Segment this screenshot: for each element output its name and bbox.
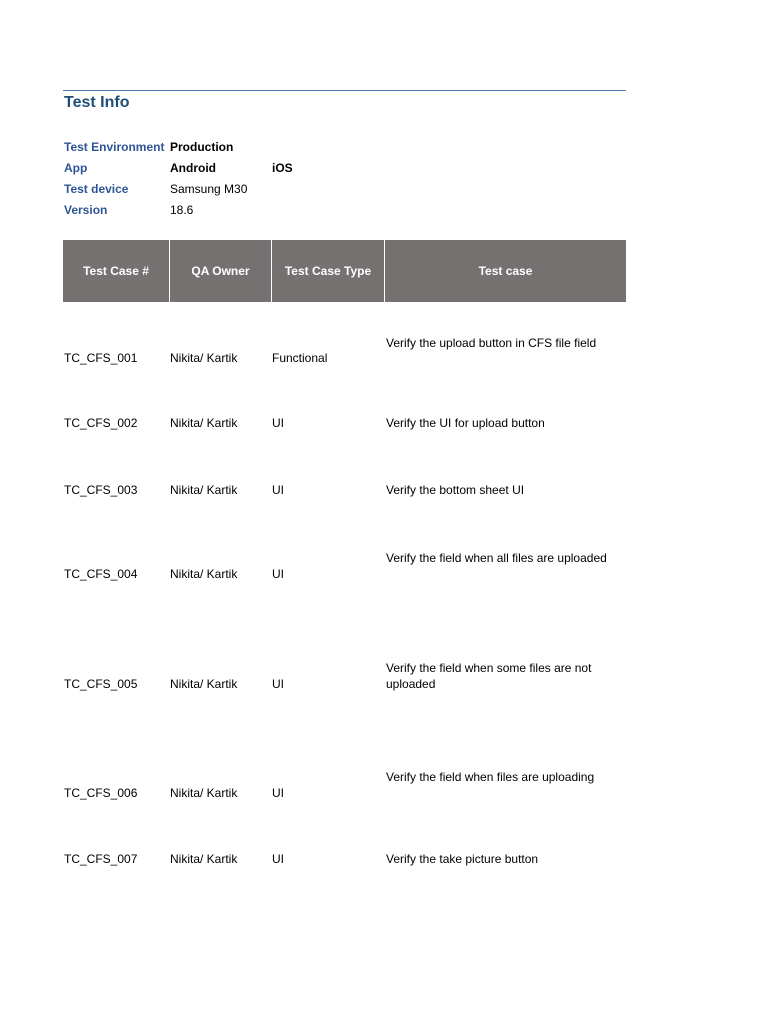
cell-test-case-id: TC_CFS_004 [64, 567, 138, 581]
cell-test-case: Verify the take picture button [386, 852, 539, 866]
cell-test-case: Verify the UI for upload button [386, 416, 545, 430]
table-row [64, 851, 626, 867]
cell-qa-owner: Nikita/ Kartik [170, 567, 238, 581]
test-info-block [64, 137, 364, 221]
cell-test-case-id: TC_CFS_003 [64, 483, 138, 497]
cell-test-case-type: UI [272, 483, 284, 497]
cell-qa-owner: Nikita/ Kartik [170, 416, 238, 430]
table-row [64, 335, 626, 367]
info-label-app: App [64, 161, 88, 175]
info-value-device: Samsung M30 [170, 182, 248, 196]
cell-test-case: Verify the upload button in CFS file field [386, 336, 597, 350]
info-value-app-extra: iOS [272, 161, 293, 175]
cell-test-case-id: TC_CFS_007 [64, 852, 138, 866]
info-row-device [64, 179, 364, 200]
table-row [64, 482, 626, 498]
info-row-app [64, 158, 364, 179]
header-test-case: Test case [478, 264, 533, 278]
cell-test-case: Verify the bottom sheet UI [386, 483, 525, 497]
cell-test-case: Verify the field when all files are uploaded [386, 551, 607, 565]
table-row [64, 415, 626, 431]
info-label-version: Version [64, 203, 108, 217]
header-test-case-id: Test Case # [83, 264, 149, 278]
info-label-device: Test device [64, 182, 129, 196]
cell-test-case-type: Functional [272, 351, 328, 365]
cell-qa-owner: Nikita/ Kartik [170, 483, 238, 497]
cell-test-case-type: UI [272, 567, 284, 581]
cell-test-case-id: TC_CFS_006 [64, 786, 138, 800]
info-value-environment: Production [170, 140, 234, 154]
cell-test-case-type: UI [272, 786, 284, 800]
cell-qa-owner: Nikita/ Kartik [170, 852, 238, 866]
cell-test-case-type: UI [272, 416, 284, 430]
page-title: Test Info [64, 94, 130, 111]
table-row [64, 660, 626, 692]
cell-test-case-type: UI [272, 677, 284, 691]
info-row-version [64, 200, 364, 221]
table-row [64, 769, 626, 801]
cell-qa-owner: Nikita/ Kartik [170, 786, 238, 800]
header-qa-owner: QA Owner [191, 264, 250, 278]
info-label-environment: Test Environment [64, 140, 165, 154]
header-test-case-type: Test Case Type [284, 264, 372, 278]
table-row [64, 550, 626, 582]
cell-test-case-id: TC_CFS_002 [64, 416, 138, 430]
cell-test-case-id: TC_CFS_001 [64, 351, 138, 365]
cell-qa-owner: Nikita/ Kartik [170, 351, 238, 365]
info-row-environment [64, 137, 364, 158]
info-value-version: 18.6 [170, 203, 194, 217]
info-value-app: Android [170, 161, 216, 175]
cell-test-case-type: UI [272, 852, 284, 866]
cell-test-case: Verify the field when files are uploading [386, 770, 595, 784]
cell-test-case: Verify the field when some files are not uploaded [386, 661, 592, 691]
top-rule [63, 90, 626, 91]
cell-qa-owner: Nikita/ Kartik [170, 677, 238, 691]
cell-test-case-id: TC_CFS_005 [64, 677, 138, 691]
table-header [63, 240, 626, 302]
